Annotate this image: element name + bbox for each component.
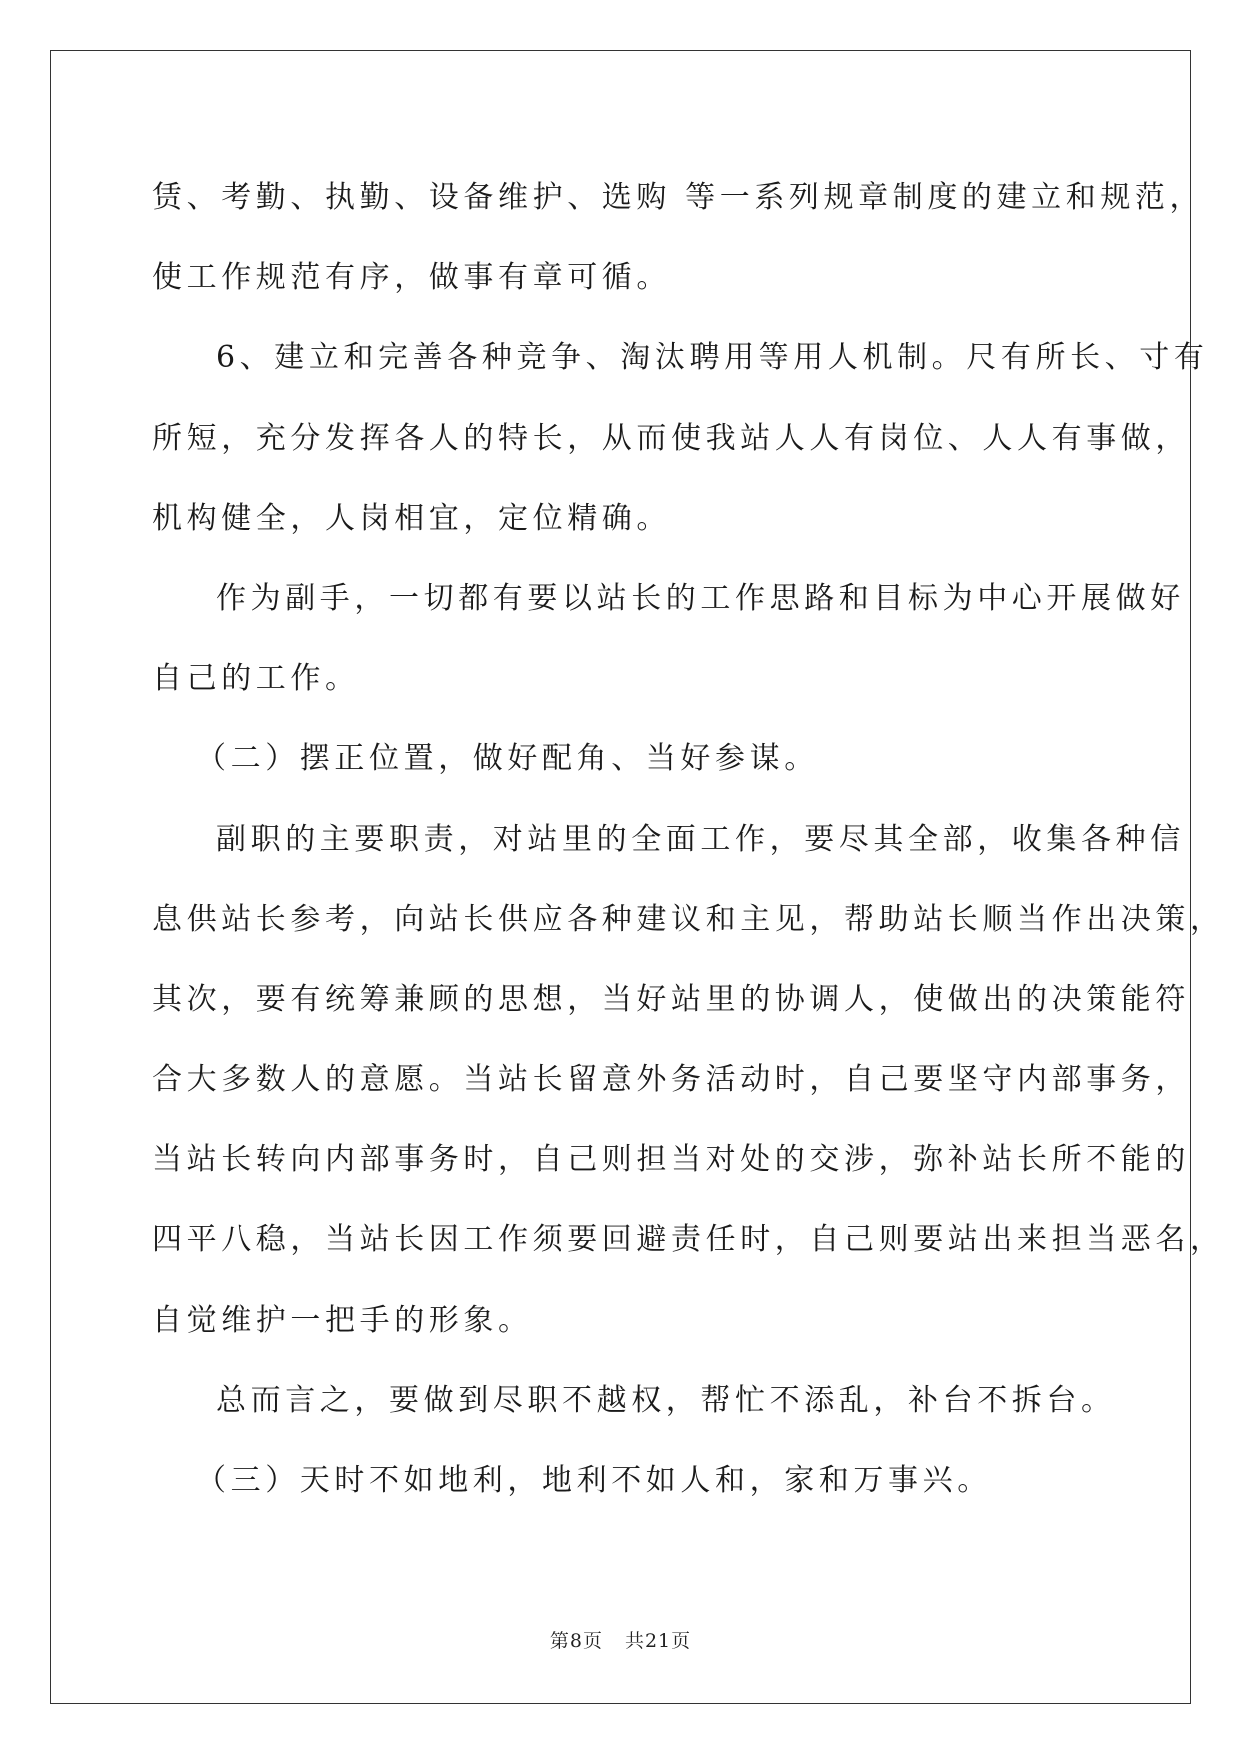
- text-line: 使工作规范有序，做事有章可循。: [152, 260, 671, 296]
- text-line: 当站长转向内部事务时，自己则担当对处的交涉，弥补站长所不能的: [152, 1142, 1190, 1178]
- text-line: 自觉维护一把手的形象。: [152, 1302, 533, 1338]
- text-line: 自己的工作。: [152, 661, 360, 697]
- text-line: 息供站长参考，向站长供应各种建议和主见，帮助站长顺当作出决策，: [152, 901, 1225, 937]
- text-line: 合大多数人的意愿。当站长留意外务活动时，自己要坚守内部事务，: [152, 1062, 1190, 1098]
- section-heading: （三）天时不如地利，地利不如人和，家和万事兴。: [196, 1463, 992, 1498]
- text-line: 机构健全，人岗相宜，定位精确。: [152, 500, 671, 536]
- page-footer: [0, 1626, 1241, 1653]
- page-total: 共21页: [624, 1630, 692, 1652]
- document-body: [152, 158, 1225, 1521]
- paragraph-start: 总而言之，要做到尽职不越权，帮忙不添乱，补台不拆台。: [216, 1382, 1116, 1418]
- paragraph-start: 6、建立和完善各种竞争、淘汰聘用等用人机制。尺有所长、寸有: [216, 340, 1209, 376]
- text-line: 赁、考勤、执勤、设备维护、选购 等一系列规章制度的建立和规范，: [152, 180, 1205, 215]
- text-line: 四平八稳，当站长因工作须要回避责任时，自己则要站出来担当恶名，: [152, 1222, 1225, 1258]
- text-line: 其次，要有统筹兼顾的思想，当好站里的协调人，使做出的决策能符: [152, 981, 1190, 1017]
- text-line: 所短，充分发挥各人的特长，从而使我站人人有岗位、人人有事做，: [152, 420, 1190, 456]
- page-number: 第8页: [549, 1630, 603, 1652]
- paragraph-start: 作为副手，一切都有要以站长的工作思路和目标为中心开展做好: [216, 580, 1185, 616]
- section-heading: （二）摆正位置，做好配角、当好参谋。: [196, 741, 819, 777]
- paragraph-start: 副职的主要职责，对站里的全面工作，要尽其全部，收集各种信: [216, 821, 1185, 857]
